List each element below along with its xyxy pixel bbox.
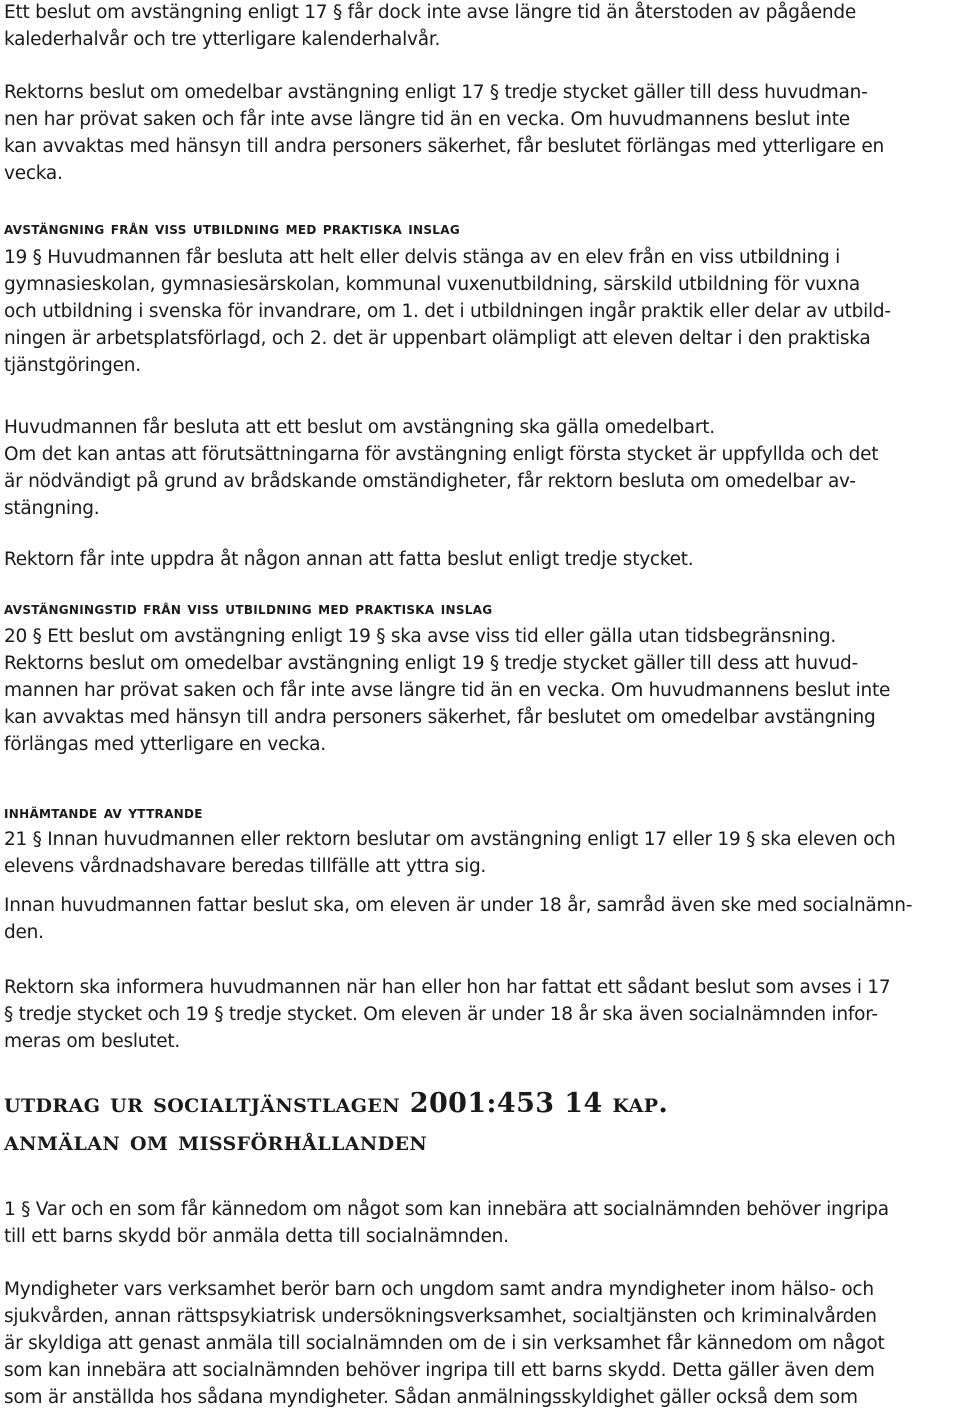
text-line: vecka. (4, 163, 63, 184)
text-line: och utbildning i svenska för invandrare, om 1. det i utbildningen ingår praktik eller delar av utbild- (4, 301, 891, 322)
paragraph-rector-decision (4, 79, 956, 187)
text-line: är nödvändigt på grund av brådskande omständigheter, får rektorn besluta om omedelbar av- (4, 471, 856, 492)
heading-avstangning-praktiska-inslag: avstängning från viss utbildning med praktiska inslag (4, 219, 460, 239)
text-line: Om det kan antas att förutsättningarna för avstängning enligt första stycket är uppfyllda och det (4, 444, 879, 465)
text-line: som kan innebära att socialnämnden behöver ingripa till ett barns skydd. Detta gäller även dem (4, 1360, 875, 1381)
text-line: nen har prövat saken och får inte avse längre tid än en vecka. Om huvudmannens beslut inte (4, 109, 850, 130)
text-line: Rektorns beslut om omedelbar avstängning enligt 17 § tredje stycket gäller till dess huvudman- (4, 82, 868, 103)
paragraph-section-19-delegation (4, 546, 956, 573)
text-line: Rektorn får inte uppdra åt någon annan att fatta beslut enligt tredje stycket. (4, 549, 694, 570)
text-line: ningen är arbetsplatsförlagd, och 2. det är uppenbart olämpligt att eleven deltar i den praktiska (4, 328, 871, 349)
text-line: stängning. (4, 498, 100, 519)
text-line: den. (4, 922, 44, 943)
text-line: sjukvården, annan rättspsykiatrisk undersökningsverksamhet, socialtjänsten och kriminalvården (4, 1306, 877, 1327)
text-line: Huvudmannen får besluta att ett beslut om avstängning ska gälla omedelbart. (4, 417, 715, 438)
paragraph-section-20 (4, 623, 956, 758)
paragraph-sol-section-1 (4, 1196, 956, 1250)
text-line: är skyldiga att genast anmäla till socialnämnden om de i sin verksamhet får kännedom om något (4, 1333, 885, 1354)
text-line: tjänstgöringen. (4, 355, 141, 376)
paragraph-intro-time-limit (4, 0, 956, 53)
text-line: § tredje stycket och 19 § tredje stycket. Om eleven är under 18 år ska även socialnämnden infor- (4, 1004, 878, 1025)
text-line: Ett beslut om avstängning enligt 17 § får dock inte avse längre tid än återstoden av pågående (4, 2, 856, 23)
paragraph-section-19 (4, 244, 956, 379)
heading-anmalan-om-missforhallanden: anmälan om missförhållanden (4, 1126, 428, 1157)
paragraph-section-21-social-board (4, 892, 956, 946)
text-line: kan avvaktas med hänsyn till andra personers säkerhet, får beslutet om omedelbar avstängning (4, 707, 876, 728)
text-line: 21 § Innan huvudmannen eller rektorn beslutar om avstängning enligt 17 eller 19 § ska eleven och (4, 829, 896, 850)
text-line: Rektorns beslut om omedelbar avstängning enligt 19 § tredje stycket gäller till dess att huvud- (4, 653, 858, 674)
text-line: kan avvaktas med hänsyn till andra personers säkerhet, får beslutet förlängas med ytterligare en (4, 136, 885, 157)
text-line: Innan huvudmannen fattar beslut ska, om eleven är under 18 år, samråd även ske med socialnämn- (4, 895, 913, 916)
text-line: 19 § Huvudmannen får besluta att helt eller delvis stänga av en elev från en viss utbildning i (4, 247, 841, 268)
text-line: Rektorn ska informera huvudmannen när han eller hon har fattat ett sådant beslut som avses i 17 (4, 977, 891, 998)
text-line: 20 § Ett beslut om avstängning enligt 19 § ska avse viss tid eller gälla utan tidsbegränsning. (4, 626, 837, 647)
text-line: som är anställda hos sådana myndigheter. Sådan anmälningsskyldighet gäller också dem som (4, 1387, 858, 1408)
paragraph-sol-authorities (4, 1276, 956, 1411)
heading-inhamtande-av-yttrande: inhämtande av yttrande (4, 803, 203, 823)
text-line: elevens vårdnadshavare beredas tillfälle att yttra sig. (4, 856, 487, 877)
paragraph-section-19-immediate (4, 414, 956, 522)
text-line: Myndigheter vars verksamhet berör barn och ungdom samt andra myndigheter inom hälso- och (4, 1279, 874, 1300)
text-line: 1 § Var och en som får kännedom om något som kan innebära att socialnämnden behöver ingripa (4, 1199, 889, 1220)
paragraph-section-21-inform (4, 974, 956, 1055)
paragraph-section-21 (4, 826, 956, 880)
text-line: mannen har prövat saken och får inte avse längre tid än en vecka. Om huvudmannens beslut inte (4, 680, 891, 701)
text-line: kalederhalvår och tre ytterligare kalenderhalvår. (4, 29, 441, 50)
heading-socialtjanstlagen: utdrag ur socialtjänstlagen 2001:453 14 kap. (4, 1088, 669, 1119)
text-line: gymnasieskolan, gymnasiesärskolan, kommunal vuxenutbildning, särskild utbildning för vuxna (4, 274, 860, 295)
text-line: förlängas med ytterligare en vecka. (4, 734, 326, 755)
text-line: meras om beslutet. (4, 1031, 180, 1052)
heading-avstangningstid: avstängningstid från viss utbildning med praktiska inslag (4, 599, 493, 619)
text-line: till ett barns skydd bör anmäla detta till socialnämnden. (4, 1226, 509, 1247)
